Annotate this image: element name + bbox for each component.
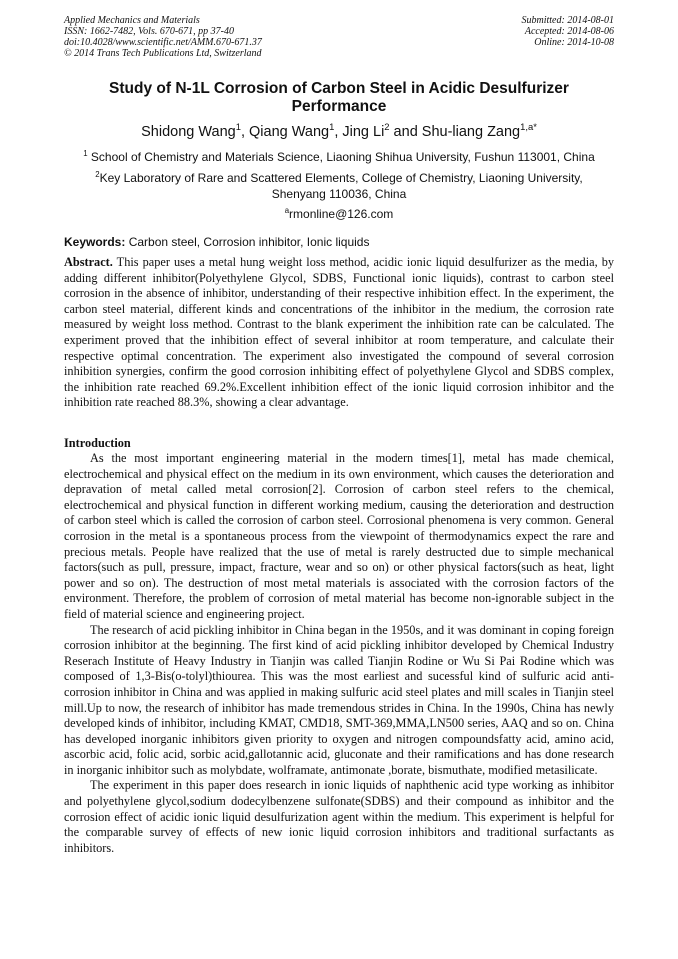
journal-issn: ISSN: 1662-7482, Vols. 670-671, pp 37-40 — [64, 26, 234, 37]
accepted-date: Accepted: 2014-08-06 — [524, 26, 614, 37]
keywords-label: Keywords: — [64, 235, 126, 249]
author-name: Shu-liang Zang — [421, 124, 521, 140]
author-affiliation-mark: 2 — [384, 121, 390, 133]
email-mark: a — [284, 206, 290, 215]
title-line-2: Performance — [291, 98, 387, 115]
author-separator: and — [389, 124, 422, 140]
email-address: rmonline@126.com — [289, 207, 394, 221]
affiliation-mark: 2 — [95, 170, 100, 179]
section-heading: Introduction — [64, 436, 131, 450]
author-list — [64, 123, 614, 141]
keywords-text: Carbon steel, Corrosion inhibitor, Ionic liquids — [125, 235, 370, 249]
author-separator: , — [334, 124, 343, 140]
journal-header — [64, 15, 262, 59]
abstract-label: Abstract. — [64, 255, 113, 269]
journal-doi: doi:10.4028/www.scientific.net/AMM.670-671.37 — [64, 37, 262, 48]
author-affiliation-mark: 1 — [235, 121, 241, 133]
journal-name: Applied Mechanics and Materials — [64, 15, 200, 26]
paragraph: As the most important engineering material in the modern times[1], metal has made chemical, electrochemical and physical effect on the medium in its own environment, which causes the deterioration and depravation of metal called metal corrosion[2]. Corrosion of carbon steel refers to the chemical, electrochemical and physical function in different working medium, causing the deterioration and destruction of carbon steel which is called the corrosion of carbon steel. Corrosional phenomena is very common. General corrosion in the metal is a spontaneous process from the viewpoint of thermodynamics expect the rare and precious metals. People have realized that the use of metal is rarely destructed due to simple mechanical factors(such as pull, pressure, impact, fracture, wear and so on) or other physical factors(such as heat, light power and so on). The destruction of most metal materials is associated with the corrosion factors of the environment. Therefore, the problem of corrosion of metal material has become non-ignorable subject in the field of material science and engineering project. — [64, 451, 614, 621]
paragraph: The research of acid pickling inhibitor in China began in the 1950s, and it was dominant in coping foreign corrosion inhibitor at the beginning. The first kind of acid pickling inhibitor developed by Chemical Industry Reserach Institute of Heavy Industry in Tianjin was called Tianjin Rodine or Wu Si Pai Rodine which was composed of 1,3-Bis(o-tolyl)thiourea. This was the most earliest and sucessful kind of sulfuric acid anti-corrosion inhibitor in China and was applied in making sulfuric acid steel plates and mill scales in Tianjin steel mill.Up to now, the research of inhibitor has made tremendous strides in China. In the 1990s, China has newly developed kinds of inhibitor, including KMAT, CMD18, SMT-369,MMA,LN500 series, AAQ and so on. China has developed inorganic inhibitors given priority to oxygen and nitrogen compoundsfatty acid, amino acid, ascorbic acid, folic acid, sorbic acid,gallotannic acid, gluconate and their ramifications and has done research in inorganic inhibitor such as molybdate, wolframate, antimonate ,borate, bismuthate, modified metasilicate. — [64, 622, 614, 777]
paragraph: The experiment in this paper does research in ionic liquids of naphthenic acid type working as inhibitor and polyethylene glycol,sodium dodecylbenzene sulfonate(SDBS) and their compound as inhibitor and the corrosion effect of acidic ionic liquid desulfurization agent within the medium. This experiment is helpful for the comparable survey of effects of new ionic liquid corrosion inhibitors and traditional surfactants as inhibitors. — [64, 778, 614, 855]
paper-title — [64, 80, 614, 116]
abstract — [64, 255, 614, 411]
affiliation-1 — [64, 149, 614, 165]
affiliation-2 — [64, 170, 614, 202]
introduction-body — [64, 451, 614, 856]
keywords — [64, 234, 614, 250]
affiliation-text: School of Chemistry and Materials Science, Liaoning Shihua University, Fushun 113001, China — [87, 150, 595, 164]
affiliation-text: Shenyang 110036, China — [271, 187, 407, 201]
abstract-text: This paper uses a metal hung weight loss method, acidic ionic liquid desulfurizer as the media, by adding different inhibitor(Polyethylene Glycol, SDBS, Functional ionic liquids), contrast to carbon steel corrosion in the absence of inhibitor, understanding of their respective inhibition effect. In the experiment, the carbon steel material, different kinds and concentrations of the inhibitor in the medium, the corrosion rate measured by weight loss method. Contrast to the blank experiment the inhibition rate can be calculated. The experiment proved that the inhibition effect of several inhibitor at room temperature, and calculate their respective optimal concentration. The experiment also investigated the compound of several corrosion inhibition synergies, confirm the good corrosion inhibiting effect of polyethylene Glycol and SDBS complex, the inhibition rate reached 69.2%.Excellent inhibition effect of the ionic liquid corrosion inhibitor and the inhibition rate reached 88.3%, showing a clear advantage. — [64, 255, 614, 410]
author-name: Qiang Wang — [249, 124, 330, 140]
submitted-date: Submitted: 2014-08-01 — [521, 15, 614, 26]
online-date: Online: 2014-10-08 — [534, 37, 614, 48]
author-separator: , — [240, 124, 250, 140]
author-name: Jing Li — [342, 124, 385, 140]
author-affiliation-mark: 1 — [329, 121, 335, 133]
corresponding-email — [64, 206, 614, 222]
journal-copyright: © 2014 Trans Tech Publications Ltd, Switzerland — [64, 48, 262, 59]
affiliation-text: Key Laboratory of Rare and Scattered Elements, College of Chemistry, Liaoning University, — [99, 171, 583, 185]
author-affiliation-mark: 1,a* — [520, 121, 537, 133]
affiliation-mark: 1 — [83, 149, 88, 158]
author-name: Shidong Wang — [141, 124, 236, 140]
title-line-1: Study of N-1L Corrosion of Carbon Steel in Acidic Desulfurizer — [109, 80, 569, 97]
dates-header — [522, 15, 615, 48]
